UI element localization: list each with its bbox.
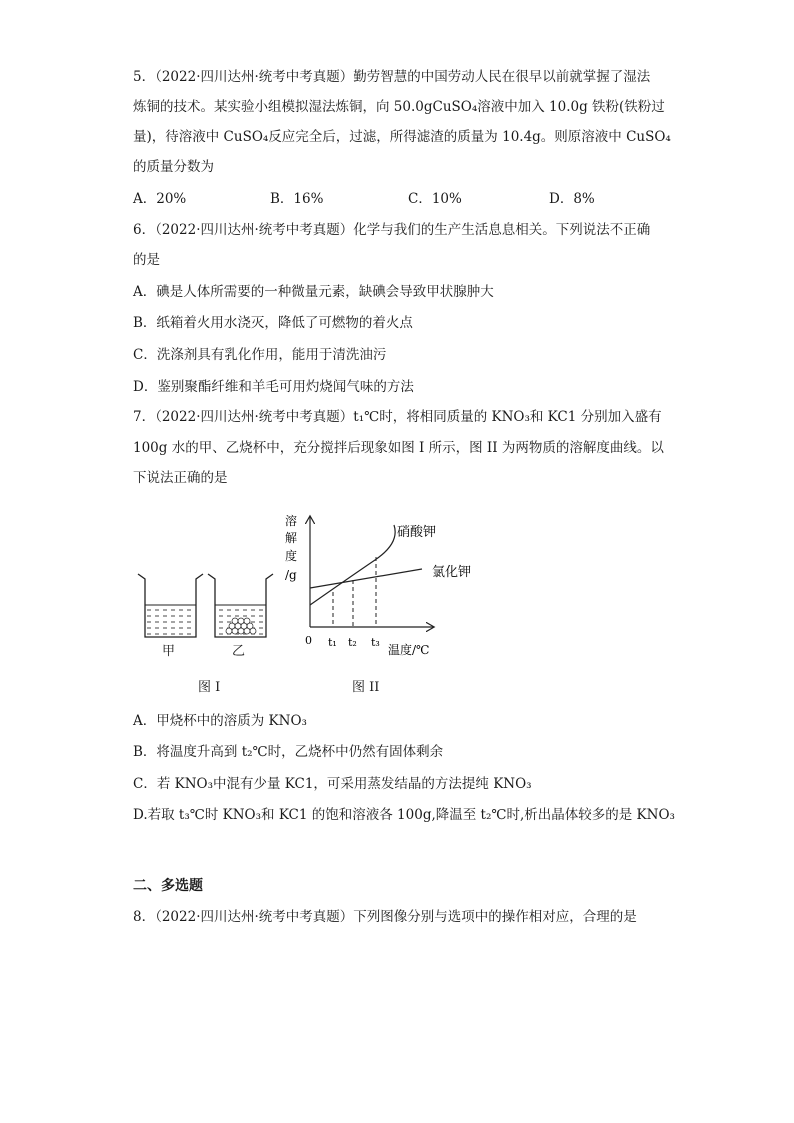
kcl-solubility-curve — [310, 569, 422, 588]
beaker-label-yi: 乙 — [232, 644, 246, 659]
q8-line-1: 8．（2022·四川达州·统考中考真题）下列图像分别与选项中的操作相对应，合理的是 — [133, 909, 637, 925]
q5-option-b: B．16% — [270, 191, 324, 207]
x-tick-t2: t₂ — [348, 636, 357, 649]
kno3-solubility-curve — [310, 525, 395, 605]
origin-label: 0 — [305, 634, 312, 647]
q5-option-d: D．8% — [549, 191, 595, 207]
curve-label-kno3: 硝酸钾 — [397, 525, 437, 540]
y-axis-label-4: /g — [285, 568, 297, 582]
beaker-jia — [138, 574, 203, 637]
q5-line-2: 炼铜的技术。某实验小组模拟湿法炼铜，向 50.0gCuSO₄溶液中加入 10.0g 铁粉(铁粉过 — [133, 99, 665, 115]
y-axis-label-2: 解 — [285, 531, 298, 545]
q6-option-c: C．洗涤剂具有乳化作用，能用于清洗油污 — [133, 347, 387, 363]
y-axis-label-3: 度 — [285, 549, 298, 563]
q5-line-3: 量)，待溶液中 CuSO₄反应完全后，过滤，所得滤渣的质量为 10.4g。则原溶液中 CuSO₄ — [133, 129, 671, 145]
x-axis-label: 温度/℃ — [388, 643, 430, 657]
q7-option-c: C．若 KNO₃中混有少量 KC1，可采用蒸发结晶的方法提纯 KNO₃ — [133, 776, 532, 792]
q7-line-2: 100g 水的甲、乙烧杯中，充分搅拌后现象如图 I 所示，图 II 为两物质的溶解度曲线。以 — [133, 440, 664, 456]
beaker-label-jia: 甲 — [162, 644, 176, 659]
q7-option-d: D.若取 t₃℃时 KNO₃和 KC1 的饱和溶液各 100g,降温至 t₂℃时,析出晶体较多的是 KNO₃ — [133, 807, 675, 823]
q7-line-3: 下说法正确的是 — [133, 470, 228, 486]
q6-option-d: D．鉴别聚酯纤维和羊毛可用灼烧闻气味的方法 — [133, 379, 414, 395]
figure-2-label: 图 II — [352, 680, 380, 695]
q5-option-a: A．20% — [133, 191, 187, 207]
q7-line-1: 7．（2022·四川达州·统考中考真题）t₁℃时，将相同质量的 KNO₃和 KC1 分别加入盛有 — [133, 409, 662, 425]
figure-1-beakers — [130, 565, 280, 655]
figure-2-solubility-chart — [280, 505, 480, 665]
q5-line-4: 的质量分数为 — [133, 159, 214, 175]
q6-line-1: 6．（2022·四川达州·统考中考真题）化学与我们的生产生活息息相关。下列说法不正确 — [133, 222, 651, 238]
figure-1-label: 图 I — [198, 680, 221, 695]
x-tick-t1: t₁ — [328, 636, 337, 649]
y-axis-label-1: 溶 — [285, 514, 298, 528]
q6-option-b: B．纸箱着火用水浇灭，降低了可燃物的着火点 — [133, 315, 413, 331]
section-title-multiple-choice: 二、多选题 — [133, 878, 203, 894]
q5-line-1: 5．（2022·四川达州·统考中考真题）勤劳智慧的中国劳动人民在很早以前就掌握了湿法 — [133, 69, 651, 85]
q5-option-c: C．10% — [408, 191, 462, 207]
q7-option-b: B．将温度升高到 t₂℃时，乙烧杯中仍然有固体剩余 — [133, 744, 444, 760]
curve-label-kcl: 氯化钾 — [432, 565, 472, 580]
x-tick-t3: t₃ — [371, 636, 380, 649]
beaker-yi — [208, 574, 273, 637]
q7-option-a: A．甲烧杯中的溶质为 KNO₃ — [133, 713, 307, 729]
q6-line-2: 的是 — [133, 252, 160, 268]
q6-option-a: A．碘是人体所需要的一种微量元素，缺碘会导致甲状腺肿大 — [133, 284, 494, 300]
